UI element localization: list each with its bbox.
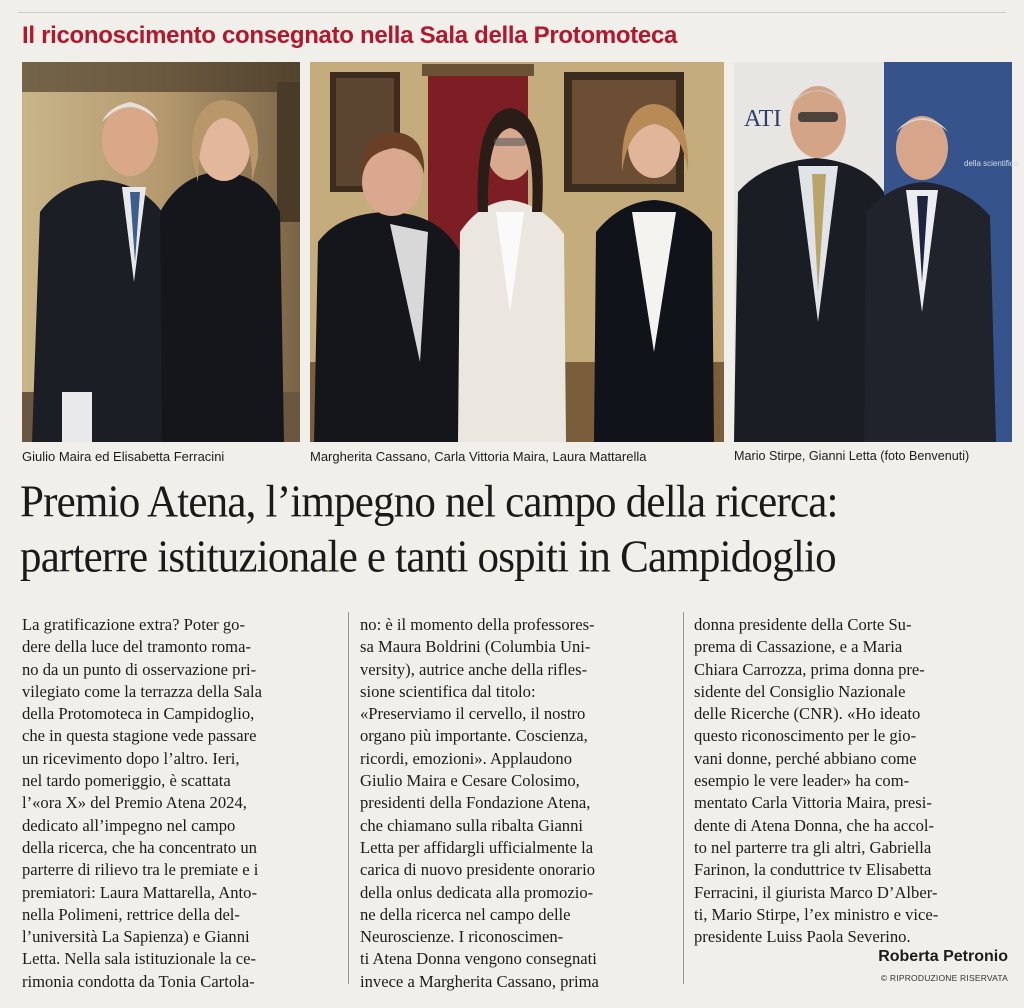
body-column-3 [694, 614, 1010, 948]
photo-stirpe-letta [734, 62, 1019, 442]
body-line: dente di Atena Donna, che ha accol- [694, 815, 935, 835]
body-line: nel tardo pomeriggio, è scattata [22, 771, 231, 791]
body-line: «Preserviamo il cervello, il nostro [360, 704, 586, 724]
body-line: l’«ora X» del Premio Atena 2024, [22, 793, 247, 813]
body-line: prema di Cassazione, e a Maria [694, 637, 903, 657]
body-line: un ricevimento dopo l’altro. Ieri, [22, 748, 240, 768]
body-line: della Protomoteca in Campidoglio, [22, 704, 255, 724]
photo-illustration [310, 62, 724, 442]
headline-line: Premio Atena, l’impegno nel campo della ricerca: [20, 477, 838, 527]
photo-caption: Mario Stirpe, Gianni Letta (foto Benvenuti) [734, 449, 970, 463]
body-line: della onlus dedicata alla promozio- [360, 882, 594, 902]
photo-maira-ferracini [22, 62, 300, 442]
body-line: vilegiato come la terrazza della Sala [22, 681, 263, 701]
body-line: che chiamano sulla ribalta Gianni [360, 815, 584, 835]
body-line: che in questa stagione vede passare [22, 726, 257, 746]
body-line: Giulio Maira e Cesare Colosimo, [360, 771, 580, 791]
body-line: Farinon, la conduttrice tv Elisabetta [694, 860, 932, 880]
body-line: l’università La Sapienza) e Gianni [22, 927, 250, 947]
body-line: dere della luce del tramonto roma- [22, 637, 251, 657]
body-line: mentato Carla Vittoria Maira, presi- [694, 793, 932, 813]
body-line: Neuroscienze. I riconoscimen- [360, 927, 564, 947]
byline: Roberta Petronio [878, 948, 1008, 965]
headline [20, 475, 1010, 585]
body-line: rimonia condotta da Tonia Cartola- [22, 971, 255, 991]
body-line: organo più importante. Coscienza, [360, 726, 588, 746]
body-line: ricordi, emozioni». Applaudono [360, 748, 572, 768]
headline-line: parterre istituzionale e tanti ospiti in Campidoglio [20, 532, 836, 583]
photo-caption: Giulio Maira ed Elisabetta Ferracini [22, 449, 225, 464]
body-line: to nel parterre tra gli altri, Gabriella [694, 837, 932, 857]
body-line: questo riconoscimento per le gio- [694, 726, 917, 746]
photo-cassano-maira-mattarella [310, 62, 724, 442]
body-line: ne della ricerca nel campo delle [360, 904, 571, 924]
body-line: Chiara Carrozza, prima donna pre- [694, 659, 925, 679]
body-line: premiatori: Laura Mattarella, Anto- [22, 882, 257, 902]
body-line: vani donne, perché abbiano come [694, 748, 917, 768]
top-rule [18, 12, 1006, 13]
body-line: delle Ricerche (CNR). «Ho ideato [694, 704, 921, 724]
body-line: sa Maura Boldrini (Columbia Uni- [360, 637, 591, 657]
body-line: presidenti della Fondazione Atena, [360, 793, 591, 813]
photo-caption: Margherita Cassano, Carla Vittoria Maira, Laura Mattarella [310, 449, 647, 464]
body-line: donna presidente della Corte Su- [694, 615, 912, 634]
body-line: no: è il momento della professores- [360, 615, 595, 634]
body-line: nella Polimeni, rettrice della del- [22, 904, 240, 924]
body-line: Letta. Nella sala istituzionale la ce- [22, 949, 257, 969]
body-line: presidente Luiss Paola Severino. [694, 927, 911, 947]
body-line: dedicato all’impegno nel campo [22, 815, 236, 835]
photo-illustration [734, 62, 1019, 442]
photo-illustration [22, 62, 300, 442]
body-line: La gratificazione extra? Poter go- [22, 615, 245, 634]
body-line: della ricerca, che ha concentrato un [22, 837, 257, 857]
body-line: sidente del Consiglio Nazionale [694, 681, 906, 701]
body-line: versity), autrice anche della rifles- [360, 659, 588, 679]
body-line: sione scientifica dal titolo: [360, 681, 536, 701]
backdrop-logo: ATI [744, 106, 782, 132]
body-line: Letta per affidargli ufficialmente la [360, 837, 594, 857]
backdrop-caption: della scientifica [964, 159, 1019, 168]
copyright-notice: © RIPRODUZIONE RISERVATA [880, 973, 1008, 983]
body-line: ti Atena Donna vengono consegnati [360, 949, 597, 969]
body-line: carica di nuovo presidente onorario [360, 860, 595, 880]
body-line: Ferracini, il giurista Marco D’Alber- [694, 882, 938, 902]
body-line: ti, Mario Stirpe, l’ex ministro e vice- [694, 904, 939, 924]
kicker: Il riconoscimento consegnato nella Sala della Protomoteca [22, 22, 678, 49]
body-line: parterre di rilievo tra le premiate e i [22, 860, 259, 880]
body-line: esempio le vere leader» ha com- [694, 771, 910, 791]
body-column-1 [22, 614, 338, 993]
body-line: invece a Margherita Cassano, prima [360, 971, 599, 991]
column-rule [348, 612, 349, 984]
body-column-2 [360, 614, 676, 993]
column-rule [683, 612, 684, 984]
body-line: no da un punto di osservazione pri- [22, 659, 257, 679]
